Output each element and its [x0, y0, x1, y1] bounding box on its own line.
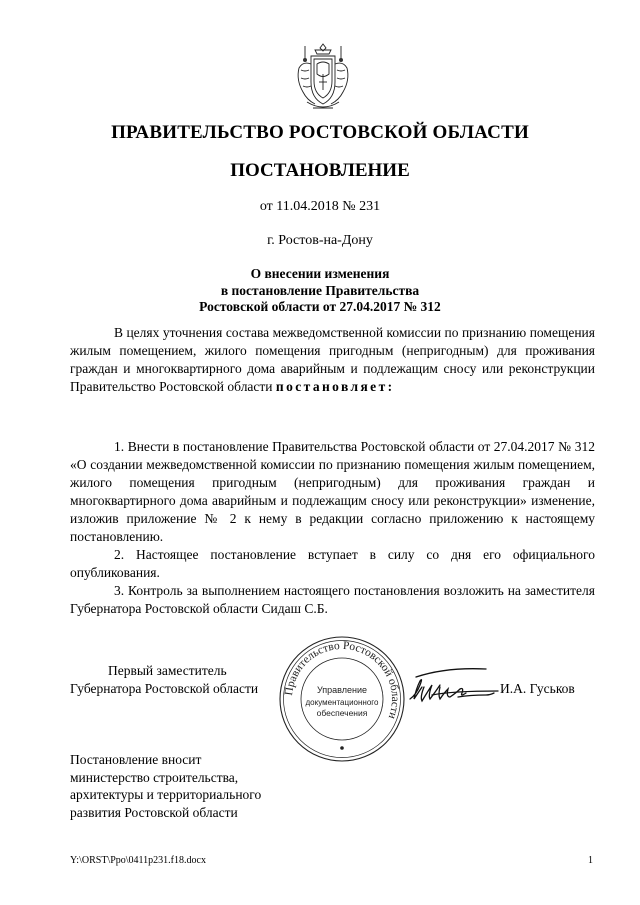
prepared-by-line: министерство строительства,	[70, 769, 239, 785]
footer-file-path: Y:\ORST\Ppo\0411p231.f18.docx	[70, 855, 206, 866]
stamp-inner-line: обеспечения	[316, 708, 368, 718]
document-type: ПОСТАНОВЛЕНИЕ	[230, 160, 410, 181]
prepared-by-line: архитектуры и территориального	[70, 787, 262, 802]
decree-item: 1. Внести в постановление Правительства Ростовской области от 27.04.2017 № 312 «О создании межведомственной комиссии по признанию помещения жилым помещением, жилого помещения пригодным (непригодным) для проживания граждан и многоквартирного дома аварийным и подлежащим сносу или реконструкции» изменение, изложив приложение № 2 к нему в редакции согласно приложению к настоящему постановлению.	[70, 439, 595, 544]
document-subject	[0, 266, 640, 316]
coat-of-arms-icon	[293, 40, 353, 114]
decree-item: 2. Настоящее постановление вступает в силу со дня его официального опубликования.	[70, 547, 595, 580]
prepared-by-note	[70, 751, 261, 821]
decree-item: 3. Контроль за выполнением настоящего постановления возложить на заместителя Губернатора Ростовской области Сидаш С.Б.	[70, 583, 595, 616]
stamp-inner-line: Управление	[316, 685, 368, 695]
government-title: ПРАВИТЕЛЬСТВО РОСТОВСКОЙ ОБЛАСТИ	[111, 122, 529, 143]
handwritten-signature	[402, 661, 502, 711]
signatory-position	[70, 662, 258, 698]
stamp-outer-text: Правительство Ростовской области	[283, 639, 402, 721]
signatory-position-line: Губернатора Ростовской области	[70, 681, 259, 696]
prepared-by-line: развития Ростовской области	[70, 804, 238, 820]
preamble	[70, 324, 595, 396]
decree-items	[70, 438, 595, 618]
preamble-text: В целях уточнения состава межведомственной комиссии по признанию помещения жилым помещением, жилого помещения пригодным (непригодным) для проживания граждан и многоквартирного дома аварийным и подлежащим сносу или реконструкции Правительство Ростовской области	[70, 325, 595, 394]
subject-line: О внесении изменения	[250, 266, 390, 281]
prepared-by-line: Постановление вносит	[70, 752, 202, 767]
decree-word: постановляет:	[275, 379, 395, 394]
official-stamp	[277, 634, 407, 764]
subject-line: Ростовской области от 27.04.2017 № 312	[199, 299, 441, 314]
document-date-number: от 11.04.2018 № 231	[259, 199, 381, 214]
signatory-position-line: Первый заместитель	[108, 663, 227, 678]
signatory-name: И.А. Гуськов	[500, 681, 575, 696]
subject-line: в постановление Правительства	[220, 282, 420, 298]
footer-page-number: 1	[588, 855, 593, 866]
stamp-inner-line: документационного	[305, 698, 379, 707]
document-city: г. Ростов-на-Дону	[267, 233, 373, 248]
